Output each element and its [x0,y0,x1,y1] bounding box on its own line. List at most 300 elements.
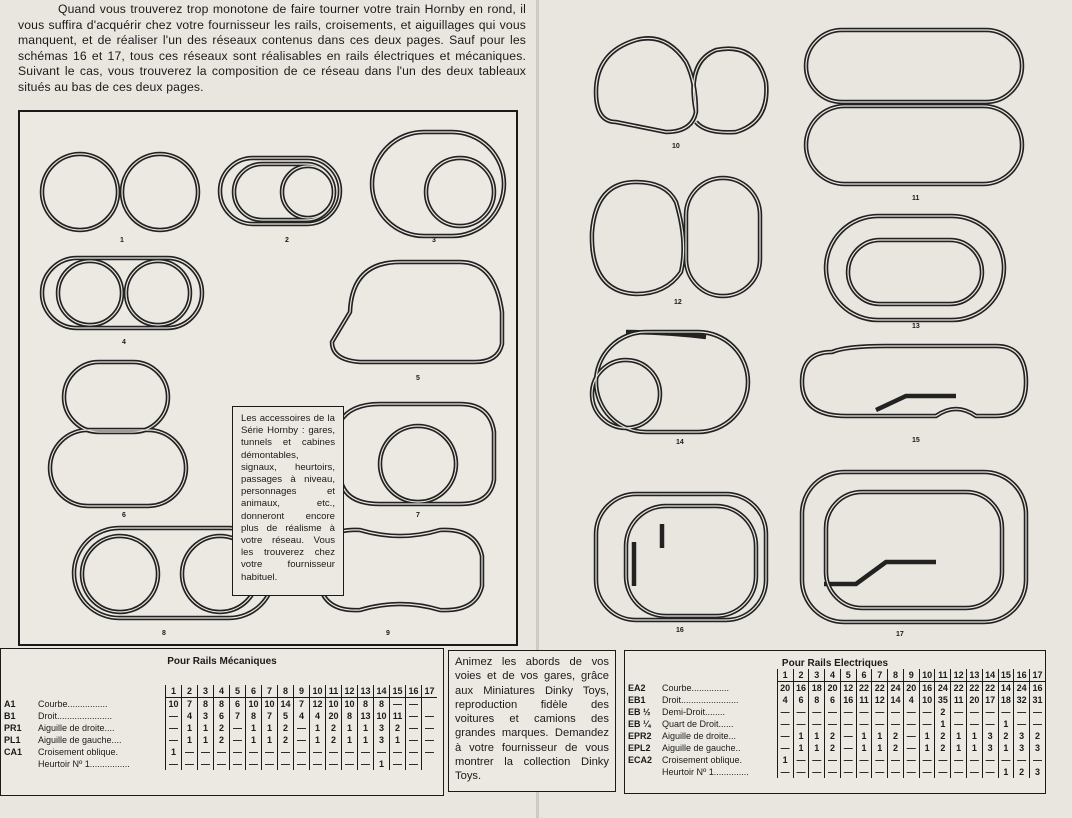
quantity-cell: 10 [342,698,358,711]
table-row [627,694,1045,706]
quantity-cell: 12 [872,694,888,706]
row-label [627,754,777,766]
quantity-cell: — [903,766,919,778]
quantity-cell: — [951,766,967,778]
quantity-cell: — [777,766,793,778]
quantity-cell: — [422,722,438,734]
part-code: EB1 [628,695,646,705]
quantity-cell: 8 [374,698,390,711]
quantity-cell: — [358,746,374,758]
quantity-cell [422,758,438,770]
row-label [3,746,166,758]
accessories-note [232,406,344,596]
quantity-cell: — [825,706,841,718]
part-description: Croisement oblique. [38,747,119,757]
quantity-cell: 1 [951,742,967,754]
quantity-cell: 1 [935,718,951,730]
quantity-cell: 11 [390,710,406,722]
quantity-cell: 8 [198,698,214,711]
quantity-cell: 10 [919,694,935,706]
column-header: 5 [840,669,856,682]
part-description: Aiguille de gauche.... [38,735,122,745]
quantity-cell: — [793,718,809,730]
quantity-cell: — [919,754,935,766]
right-diagram-panel [556,2,1056,642]
table-row [3,758,437,770]
column-header: 14 [982,669,998,682]
quantity-cell: — [982,706,998,718]
quantity-cell: 3 [374,722,390,734]
quantity-cell: 3 [982,742,998,754]
quantity-cell: — [278,746,294,758]
mechanical-rails-table [0,648,444,796]
quantity-cell: — [840,730,856,742]
promo-text: Animez les abords de vos voies et de vos gares, grâce aux Miniatures Dinky Toys, reproduction fidèle des voitures et camions des grandes marques. Demandez à votre fournisseur de vous montrer la collection Dinky Toys. [455,656,609,783]
quantity-cell: — [951,754,967,766]
quantity-cell: — [998,754,1014,766]
dinky-toys-promo [448,650,616,792]
quantity-cell: — [777,706,793,718]
quantity-cell: 18 [809,682,825,695]
quantity-cell: 32 [1014,694,1030,706]
quantity-cell: 10 [262,698,278,711]
quantity-cell: 2 [1030,730,1045,742]
layout-7-track [340,404,494,504]
column-header: 3 [809,669,825,682]
layout-6-label: 6 [122,512,126,519]
layout-16-label: 16 [676,627,684,634]
quantity-cell: 35 [935,694,951,706]
quantity-cell: 7 [294,698,310,711]
quantity-cell: — [230,734,246,746]
column-header: 11 [326,685,342,698]
row-label [3,710,166,722]
quantity-cell: — [951,718,967,730]
quantity-cell: — [422,710,438,722]
quantity-cell: 10 [374,710,390,722]
quantity-cell: — [872,766,888,778]
part-code: B1 [4,711,16,721]
table-row [627,706,1045,718]
quantity-cell: 3 [982,730,998,742]
quantity-cell: — [856,718,872,730]
quantity-cell: 1 [966,742,982,754]
quantity-cell: — [390,746,406,758]
quantity-cell: 1 [390,734,406,746]
quantity-cell: 10 [326,698,342,711]
quantity-cell: 1 [358,722,374,734]
quantity-cell: 8 [214,698,230,711]
row-label [3,722,166,734]
row-label [627,730,777,742]
quantity-cell: 6 [230,698,246,711]
column-header: 16 [1014,669,1030,682]
intro-paragraph: Quand vous trouverez trop monotone de faire tourner votre train Hornby en rond, il vous suffira d'acquérir chez votre fournisseur les rails, croisements, et aiguillages qui vous manquent, et de réaliser l'un des réseaux contenus dans ces deux pages. Sauf pour les schémas 16 et 17, tous ces réseaux sont réalisables en rails électriques et mécaniques. Suivant le cas, vous trouverez la composition de ce réseau dans l'un des deux tableaux situés au bas de ces deux pages. [18,2,526,94]
quantity-cell: — [326,746,342,758]
column-header: 9 [294,685,310,698]
quantity-cell: — [856,706,872,718]
quantity-cell: 4 [182,710,198,722]
quantity-cell: 1 [966,730,982,742]
quantity-cell: — [872,718,888,730]
quantity-cell: — [966,706,982,718]
quantity-cell [422,698,438,711]
layout-14-label: 14 [676,439,684,446]
quantity-cell: — [935,766,951,778]
layout-16-track [596,494,766,620]
column-header: 12 [342,685,358,698]
quantity-cell: 3 [1014,742,1030,754]
table-row [627,742,1045,754]
quantity-cell: — [310,746,326,758]
quantity-cell: 1 [919,730,935,742]
quantity-cell: — [777,730,793,742]
accessories-note-text: Les accessoires de la Série Hornby : gares, tunnels et cabines démontables, signaux, heurtoirs, passages à niveau, personnages et animaux, etc., donneront encore plus de réalisme à votre réseau. Vous les trouverez chez votre fournisseur habituel. [241,413,335,583]
part-description: Heurtoir Nº 1.............. [662,767,749,777]
quantity-cell: 24 [935,682,951,695]
quantity-cell: 1 [246,734,262,746]
quantity-cell: — [294,722,310,734]
quantity-cell: — [214,758,230,770]
quantity-cell: 2 [214,734,230,746]
layout-13-label: 13 [912,323,920,330]
quantity-cell: — [903,754,919,766]
quantity-cell: 10 [246,698,262,711]
column-header: 8 [278,685,294,698]
quantity-cell: — [166,758,182,770]
layout-1-track [42,154,198,230]
table-row [627,718,1045,730]
part-description: Aiguille de gauche.. [662,743,741,753]
column-header: 15 [390,685,406,698]
quantity-cell: — [262,746,278,758]
quantity-cell: 20 [777,682,793,695]
quantity-cell: — [903,706,919,718]
part-code: EPL2 [628,743,651,753]
layout-2-label: 2 [285,237,289,244]
quantity-cell: — [406,710,422,722]
quantity-cell: 16 [919,682,935,695]
quantity-cell: — [358,758,374,770]
quantity-cell: — [888,754,904,766]
quantity-cell: — [310,758,326,770]
row-label [627,694,777,706]
quantity-cell: — [856,754,872,766]
row-label [3,734,166,746]
quantity-cell: 2 [888,742,904,754]
quantity-cell: — [888,766,904,778]
row-label [3,698,166,711]
layout-5-label: 5 [416,375,420,382]
intro-text [18,2,526,96]
column-header: 4 [825,669,841,682]
quantity-cell: — [888,706,904,718]
mechanical-grid [3,685,437,770]
quantity-cell: 22 [982,682,998,695]
quantity-cell: — [809,706,825,718]
row-label [627,742,777,754]
quantity-cell: — [872,754,888,766]
quantity-cell: 1 [310,722,326,734]
quantity-cell: 8 [246,710,262,722]
quantity-cell: 1 [358,734,374,746]
part-description: Courbe................ [38,698,108,709]
layout-9-track [320,530,482,610]
layout-12-label: 12 [674,299,682,306]
column-header: 6 [246,685,262,698]
part-description: Heurtoir Nº 1................ [38,759,130,769]
quantity-cell: 1 [856,742,872,754]
part-description: Croisement oblique. [662,755,743,765]
right-diagrams-svg [556,2,1056,642]
layout-8-label: 8 [162,630,166,637]
table-row [627,682,1045,695]
quantity-cell: — [982,766,998,778]
quantity-cell: 20 [825,682,841,695]
layout-14-track [592,332,748,432]
column-header: 7 [872,669,888,682]
quantity-cell: — [793,706,809,718]
quantity-cell: 8 [342,710,358,722]
quantity-cell: — [422,734,438,746]
row-label [627,718,777,730]
part-description: Aiguille de droite.... [38,723,115,733]
quantity-cell: — [390,698,406,711]
quantity-cell: 1 [198,734,214,746]
quantity-cell: — [182,746,198,758]
column-header: 10 [310,685,326,698]
quantity-cell: 1 [856,730,872,742]
quantity-cell: — [919,706,935,718]
quantity-cell: — [982,754,998,766]
quantity-cell: 1 [342,734,358,746]
quantity-cell: 1 [166,746,182,758]
quantity-cell: 22 [966,682,982,695]
quantity-cell: — [166,734,182,746]
column-header: 12 [951,669,967,682]
quantity-cell: — [246,758,262,770]
quantity-cell: — [903,730,919,742]
quantity-cell: 3 [1014,730,1030,742]
part-description: Droit...................... [38,711,113,721]
part-code: ECA2 [628,755,653,765]
quantity-cell: 16 [840,694,856,706]
column-header: 2 [793,669,809,682]
quantity-cell: — [793,766,809,778]
quantity-cell: — [278,758,294,770]
quantity-cell: 1 [951,730,967,742]
layout-4-label: 4 [122,339,126,346]
quantity-cell: — [809,718,825,730]
column-header: 5 [230,685,246,698]
table-row [627,766,1045,778]
quantity-cell: 1 [872,742,888,754]
quantity-cell: — [230,746,246,758]
quantity-cell: 1 [809,742,825,754]
quantity-cell: 4 [903,694,919,706]
column-header: 4 [214,685,230,698]
quantity-cell: — [246,746,262,758]
quantity-cell: 17 [982,694,998,706]
column-header: 16 [406,685,422,698]
column-header: 3 [198,685,214,698]
column-header: 15 [998,669,1014,682]
quantity-cell: — [422,746,438,758]
quantity-cell: 11 [856,694,872,706]
quantity-cell: 20 [903,682,919,695]
electric-rails-table [624,650,1046,794]
quantity-cell: 1 [374,758,390,770]
quantity-cell: — [166,722,182,734]
quantity-cell: 2 [214,722,230,734]
quantity-cell: — [777,742,793,754]
quantity-cell: 1 [262,734,278,746]
part-code: PL1 [4,735,21,745]
row-label [627,706,777,718]
layout-5-track [332,262,502,362]
quantity-cell: 20 [326,710,342,722]
quantity-cell: — [777,718,793,730]
quantity-cell: — [840,706,856,718]
quantity-cell: 2 [935,742,951,754]
quantity-cell: — [840,718,856,730]
quantity-cell: — [390,758,406,770]
part-code: EPR2 [628,731,652,741]
mechanical-table-title: Pour Rails Mécaniques [167,656,277,667]
quantity-cell: — [825,766,841,778]
quantity-cell: — [166,710,182,722]
quantity-cell: — [966,754,982,766]
quantity-cell: 1 [872,730,888,742]
quantity-cell: 1 [182,722,198,734]
quantity-cell: 14 [278,698,294,711]
layout-1-label: 1 [120,237,124,244]
column-header: 11 [935,669,951,682]
quantity-cell: 2 [888,730,904,742]
quantity-cell: — [294,746,310,758]
quantity-cell: 1 [998,766,1014,778]
part-description: Aiguille de droite... [662,731,737,741]
quantity-cell: — [966,718,982,730]
quantity-cell: 6 [214,710,230,722]
quantity-cell: 1 [262,722,278,734]
quantity-cell: — [998,706,1014,718]
quantity-cell: 2 [278,734,294,746]
table-row [627,730,1045,742]
layout-3-track [372,132,504,236]
quantity-cell: 1 [310,734,326,746]
quantity-cell: — [1014,718,1030,730]
quantity-cell: — [406,722,422,734]
column-header: 9 [903,669,919,682]
quantity-cell: — [966,766,982,778]
quantity-cell: 22 [951,682,967,695]
part-code: EB ¼ [628,719,651,729]
quantity-cell: 11 [951,694,967,706]
table-row [3,698,437,711]
quantity-cell: — [406,698,422,711]
row-label [627,682,777,695]
part-description: Quart de Droit...... [662,719,734,729]
column-header: 13 [966,669,982,682]
quantity-cell: 10 [166,698,182,711]
quantity-cell: 6 [825,694,841,706]
layout-15-label: 15 [912,437,920,444]
quantity-cell: — [840,754,856,766]
part-code: PR1 [4,723,22,733]
quantity-cell: 6 [793,694,809,706]
quantity-cell: 1 [793,730,809,742]
quantity-cell: 16 [1030,682,1045,695]
quantity-cell: 12 [840,682,856,695]
quantity-cell: 1 [198,722,214,734]
quantity-cell: — [1030,718,1045,730]
table-row [627,754,1045,766]
quantity-cell: 2 [998,730,1014,742]
column-header: 7 [262,685,278,698]
quantity-cell: — [888,718,904,730]
quantity-cell: — [825,718,841,730]
quantity-cell: — [342,758,358,770]
quantity-cell: 1 [777,754,793,766]
quantity-cell: — [342,746,358,758]
quantity-cell: 1 [998,742,1014,754]
quantity-cell: — [262,758,278,770]
quantity-cell: 16 [793,682,809,695]
quantity-cell: 8 [809,694,825,706]
quantity-cell: — [840,766,856,778]
part-code: EA2 [628,682,646,693]
quantity-cell: 1 [809,730,825,742]
left-diagram-panel [18,110,518,646]
quantity-cell: — [406,758,422,770]
quantity-cell: 8 [358,698,374,711]
part-code: CA1 [4,747,23,757]
quantity-cell: — [809,766,825,778]
column-header: 1 [166,685,182,698]
quantity-cell: 2 [825,730,841,742]
quantity-cell: 18 [998,694,1014,706]
quantity-cell: 2 [326,722,342,734]
layout-7-label: 7 [416,512,420,519]
quantity-cell: 2 [390,722,406,734]
quantity-cell: 3 [1030,766,1045,778]
column-header: 10 [919,669,935,682]
quantity-cell: — [406,734,422,746]
quantity-cell: — [230,758,246,770]
layout-11-label: 11 [912,195,920,202]
part-code: EB ½ [628,707,651,717]
column-header: 6 [856,669,872,682]
quantity-cell: 2 [278,722,294,734]
part-code: A1 [4,698,16,709]
quantity-cell: 5 [278,710,294,722]
quantity-cell: 3 [1030,742,1045,754]
column-header: 17 [1030,669,1045,682]
quantity-cell: 7 [230,710,246,722]
quantity-cell: 1 [998,718,1014,730]
quantity-cell: 2 [326,734,342,746]
quantity-cell: 1 [919,742,935,754]
quantity-cell: — [230,722,246,734]
quantity-cell: — [182,758,198,770]
column-header: 13 [358,685,374,698]
quantity-cell: 14 [998,682,1014,695]
column-header: 8 [888,669,904,682]
quantity-cell: 22 [856,682,872,695]
column-header: 17 [422,685,438,698]
quantity-cell: — [294,734,310,746]
